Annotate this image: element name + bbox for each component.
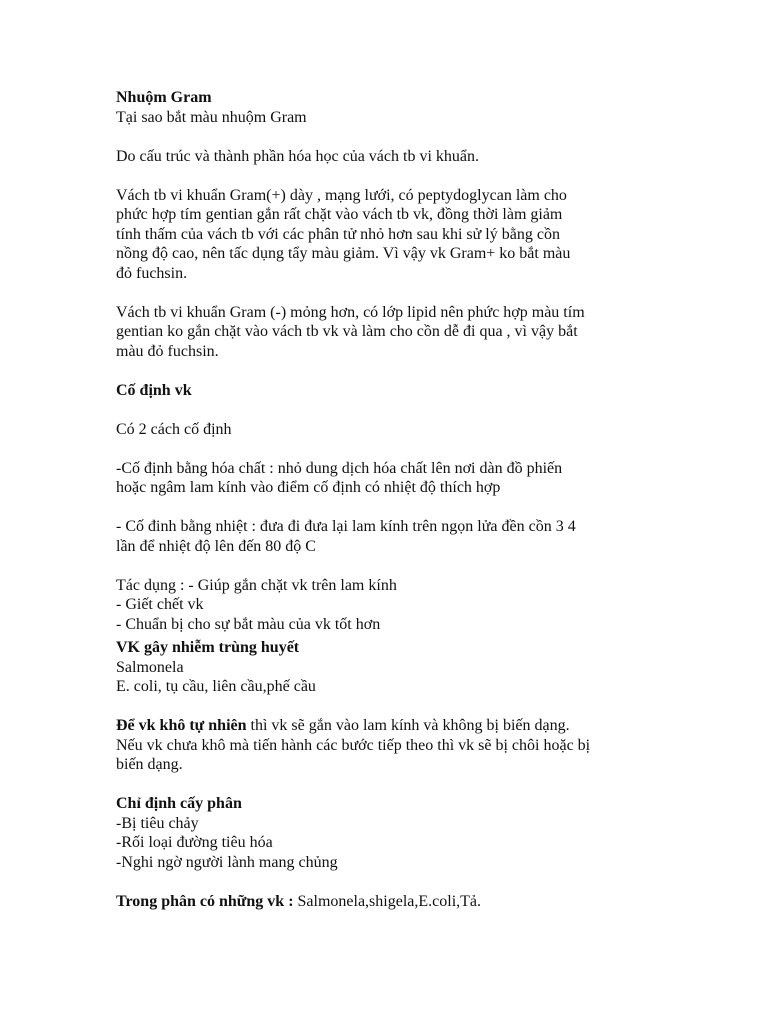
document-page: [116, 88, 676, 911]
text-line: biến dạng.: [116, 756, 183, 773]
spacer: [116, 400, 676, 420]
sepsis-list: [116, 658, 676, 697]
text-line: Vách tb vi khuẩn Gram(+) dày , mạng lưới, có peptydoglycan làm cho: [116, 186, 567, 204]
spacer: [116, 166, 676, 186]
list-item: -Bị tiêu chảy: [116, 814, 199, 832]
heading-sepsis: VK gây nhiễm trùng huyết: [116, 639, 300, 656]
list-item: -Nghi ngờ người lành mang chủng: [116, 853, 338, 871]
spacer: [116, 498, 676, 518]
heading-fixation: Cố định vk: [116, 381, 192, 399]
text-line: Nếu vk chưa khô mà tiến hành các bước tiếp theo thì vk sẽ bị chôi hoặc bị: [116, 736, 591, 754]
fixation-effects: [116, 576, 676, 635]
text-line: phức hợp tím gentian gắn rất chặt vào vách tb vk, đồng thời làm giảm: [116, 206, 563, 223]
drying-bold: Để vk khô tự nhiên: [116, 717, 247, 734]
fixation-heat: [116, 517, 676, 556]
heading-stool-culture: Chỉ định cấy phân: [116, 795, 242, 812]
spacer: [116, 775, 676, 795]
text-line: đỏ fuchsin.: [116, 264, 188, 282]
text-line: màu đỏ fuchsin.: [116, 342, 219, 360]
spacer: [116, 361, 676, 381]
text-line: hoặc ngâm lam kính vào điểm cố định có nhiệt độ thích hợp: [116, 479, 501, 496]
paragraph-gram-negative: [116, 303, 676, 362]
text-line: [116, 716, 676, 736]
text-line: gentian ko gắn chặt vào vách tb vk và làm cho cồn dễ đi qua , vì vậy bắt: [116, 323, 578, 340]
doc-title: Nhuộm Gram: [116, 89, 212, 106]
text-line: tính thấm của vách tb với các phân tử nhỏ hơn sau khi sử lý bằng cồn: [116, 225, 560, 243]
spacer: [116, 872, 676, 892]
text-line: -Cố định bằng hóa chất : nhỏ dung dịch hóa chất lên nơi dàn đồ phiến: [116, 459, 563, 477]
text-line: Vách tb vi khuẩn Gram (-) mỏng hơn, có lớp lipid nên phức hợp màu tím: [116, 303, 585, 321]
spacer: [116, 556, 676, 576]
paragraph-gram-positive: [116, 186, 676, 284]
stool-indications-list: [116, 814, 676, 873]
doc-subtitle: Tại sao bắt màu nhuộm Gram: [116, 108, 307, 126]
final-bold: Trong phân có những vk :: [116, 892, 294, 910]
text-line: - Chuẩn bị cho sự bắt màu của vk tốt hơn: [116, 615, 381, 633]
text-line: Tác dụng : - Giúp gắn chặt vk trên lam kính: [116, 576, 397, 594]
spacer: [116, 283, 676, 303]
text-line: nồng độ cao, nên tấc dụng tẩy màu giảm. Vì vậy vk Gram+ ko bắt màu: [116, 245, 571, 262]
paragraph-1: Do cấu trúc và thành phần hóa học của vách tb vi khuẩn.: [116, 147, 479, 165]
drying-rest: thì vk sẽ gắn vào lam kính và không bị biến dạng.: [246, 717, 570, 734]
final-line: [116, 892, 676, 912]
spacer: [116, 697, 676, 717]
list-item: E. coli, tụ cầu, liên cầu,phế cầu: [116, 678, 316, 695]
list-item: -Rối loại đường tiêu hóa: [116, 834, 273, 851]
text-line: lần để nhiệt độ lên đến 80 độ C: [116, 537, 316, 555]
text-line: - Giết chết vk: [116, 596, 204, 613]
spacer: [116, 439, 676, 459]
text-line: - Cố đinh bằng nhiệt : đưa đi đưa lại lam kính trên ngọn lửa đền cồn 3 4: [116, 518, 576, 535]
final-rest: Salmonela,shigela,E.coli,Tả.: [293, 892, 482, 910]
fixation-intro: Có 2 cách cố định: [116, 420, 232, 438]
paragraph-drying: [116, 716, 676, 775]
list-item: Salmonela: [116, 658, 184, 676]
fixation-chemical: [116, 459, 676, 498]
spacer: [116, 127, 676, 147]
